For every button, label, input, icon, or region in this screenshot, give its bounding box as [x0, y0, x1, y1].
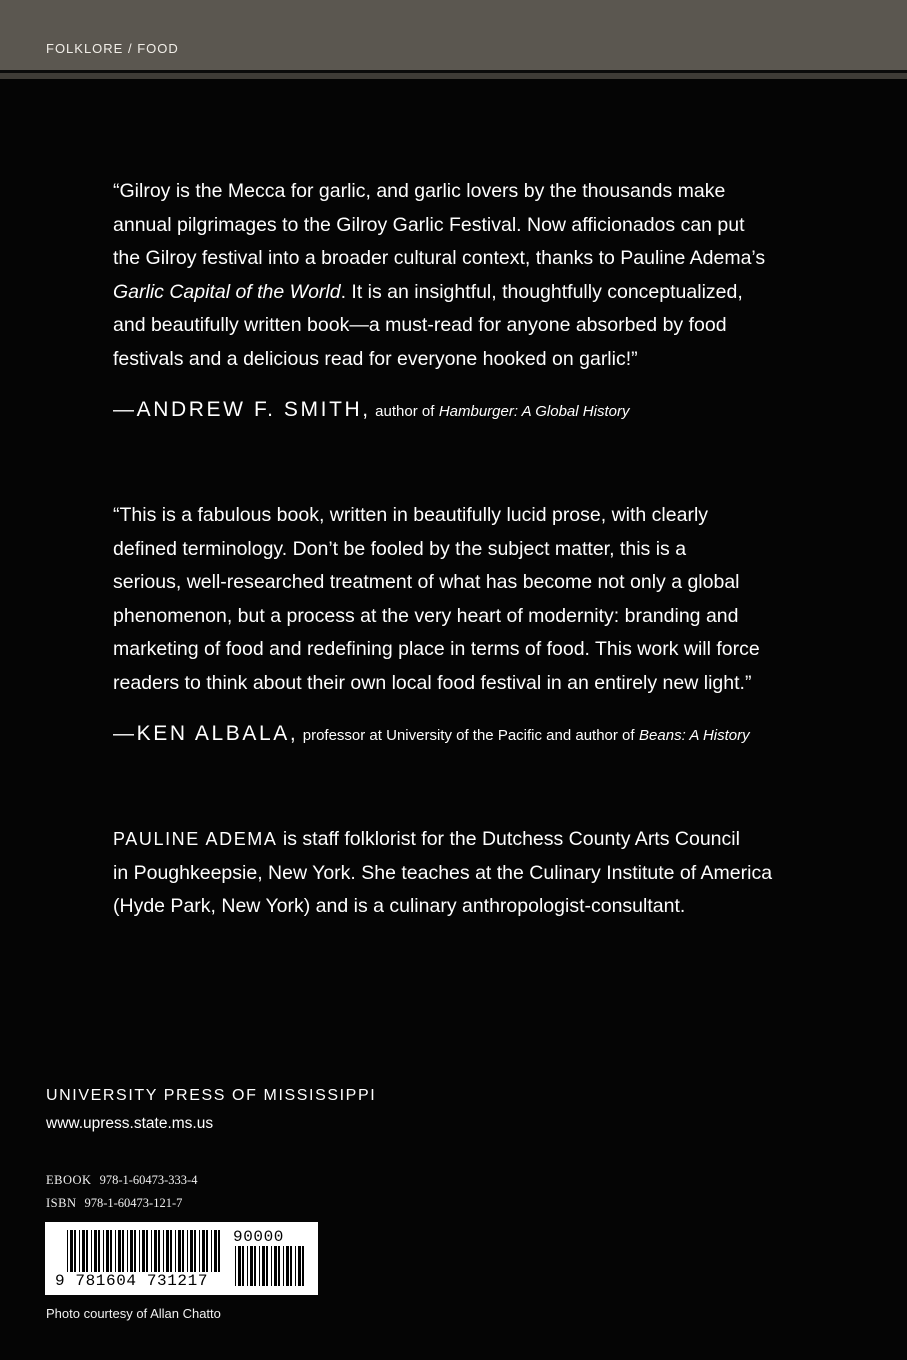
attribution-book-title: Hamburger: A Global History [438, 403, 630, 420]
quote-line: marketing of food and redefining place in terms of food. This work will force [113, 638, 760, 660]
ebook-isbn [46, 1173, 197, 1188]
barcode [45, 1222, 318, 1295]
quote-line: and beautifully written book—a must-read for anyone absorbed by food [113, 314, 727, 336]
bio-line: (Hyde Park, New York) and is a culinary anthropologist-consultant. [113, 895, 686, 917]
publisher-url: www.upress.state.ms.us [46, 1115, 214, 1132]
barcode-bar [86, 1230, 88, 1272]
quote-line: readers to think about their own local food festival in an entirely new light.” [113, 671, 752, 694]
barcode-price-code: 90000 [233, 1228, 285, 1246]
barcode-bar [154, 1230, 157, 1272]
quote-line: “This is a fabulous book, written in beautifully lucid prose, with clearly [113, 504, 709, 526]
quote-line: defined terminology. Don’t be fooled by the subject matter, this is a [113, 537, 687, 560]
print-isbn [46, 1196, 182, 1211]
attribution-smith [113, 398, 629, 422]
barcode-bar [271, 1246, 272, 1286]
photo-credit: Photo courtesy of Allan Chatto [46, 1306, 221, 1321]
barcode-bar [254, 1246, 256, 1286]
barcode-bar [67, 1230, 68, 1272]
barcode-bar [187, 1230, 188, 1272]
band-stripe [0, 73, 907, 79]
barcode-bar [146, 1230, 148, 1272]
barcode-bar [247, 1246, 248, 1286]
barcode-bar [235, 1246, 236, 1286]
barcode-bar [283, 1246, 284, 1286]
barcode-bar [298, 1246, 301, 1286]
barcode-bar [250, 1246, 253, 1286]
attribution-book-title: Beans: A History [639, 727, 750, 744]
barcode-bar [211, 1230, 212, 1272]
barcode-bar [262, 1246, 265, 1286]
quote-line: serious, well-researched treatment of what has become not only a global [113, 571, 740, 593]
barcode-bar [290, 1246, 292, 1286]
barcode-bar [79, 1230, 80, 1272]
bio-line [113, 823, 772, 857]
barcode-bar [130, 1230, 133, 1272]
barcode-bar [274, 1246, 277, 1286]
book-title: Garlic Capital of the World [113, 280, 341, 303]
barcode-number: 9 781604 731217 [55, 1272, 209, 1290]
bio-line: in Poughkeepsie, New York. She teaches at the Culinary Institute of America [113, 861, 773, 884]
quote-line [113, 276, 793, 310]
barcode-bar [194, 1230, 196, 1272]
attribution-name: —KEN ALBALA, [113, 722, 299, 745]
author-bio [113, 823, 772, 924]
barcode-bar [166, 1230, 169, 1272]
category-label: FOLKLORE / FOOD [46, 41, 179, 56]
ebook-label: EBOOK [46, 1173, 92, 1187]
barcode-bar [259, 1246, 260, 1286]
barcode-bar [238, 1246, 241, 1286]
author-name: PAULINE ADEMA [113, 829, 278, 849]
barcode-bar [266, 1246, 268, 1286]
barcode-bar [170, 1230, 172, 1272]
barcode-bar [158, 1230, 160, 1272]
barcode-bar [178, 1230, 181, 1272]
isbn-number: 978-1-60473-121-7 [84, 1196, 183, 1210]
barcode-bar [295, 1246, 296, 1286]
attribution-desc: author of [375, 403, 435, 420]
blurb-quote-albala [113, 499, 793, 700]
barcode-bar [242, 1246, 244, 1286]
quote-line: annual pilgrimages to the Gilroy Garlic Festival. Now afficionados can put [113, 213, 745, 236]
barcode-bar [106, 1230, 109, 1272]
top-band [0, 0, 907, 70]
barcode-bar [115, 1230, 116, 1272]
barcode-bar [82, 1230, 85, 1272]
barcode-bar [286, 1246, 289, 1286]
barcode-bar [94, 1230, 97, 1272]
barcode-bar [139, 1230, 140, 1272]
barcode-bar [91, 1230, 92, 1272]
attribution-desc: professor at University of the Pacific and author of [302, 727, 635, 744]
quote-line: phenomenon, but a process at the very heart of modernity: branding and [113, 604, 739, 627]
barcode-bar [218, 1230, 220, 1272]
barcode-bar [214, 1230, 217, 1272]
attribution-albala [113, 722, 750, 746]
barcode-bar [163, 1230, 164, 1272]
quote-line: festivals and a delicious read for everyone hooked on garlic!” [113, 347, 638, 370]
quote-line: “Gilroy is the Mecca for garlic, and garlic lovers by the thousands make [113, 180, 726, 202]
barcode-bar [134, 1230, 136, 1272]
isbn-label: ISBN [46, 1196, 77, 1210]
barcode-bar [70, 1230, 73, 1272]
bio-line-rest: is staff folklorist for the Dutchess County Arts Council [277, 828, 740, 850]
barcode-bar [151, 1230, 152, 1272]
barcode-bar [98, 1230, 100, 1272]
barcode-bar [110, 1230, 112, 1272]
barcode-bar [302, 1246, 304, 1286]
barcode-bar [122, 1230, 124, 1272]
barcode-bar [175, 1230, 176, 1272]
blurb-quote-smith [113, 175, 793, 376]
barcode-bar [127, 1230, 128, 1272]
barcode-bar [199, 1230, 200, 1272]
publisher-name: UNIVERSITY PRESS OF MISSISSIPPI [46, 1087, 377, 1104]
barcode-bar [118, 1230, 121, 1272]
barcode-bar [278, 1246, 280, 1286]
quote-line-rest: . It is an insightful, thoughtfully conceptualized, [340, 280, 743, 303]
ebook-number: 978-1-60473-333-4 [99, 1173, 198, 1187]
barcode-bar [142, 1230, 145, 1272]
barcode-bar [206, 1230, 208, 1272]
attribution-name: —ANDREW F. SMITH, [113, 398, 371, 421]
barcode-bar [202, 1230, 205, 1272]
barcode-bar [74, 1230, 76, 1272]
barcode-bar [190, 1230, 193, 1272]
barcode-bar [182, 1230, 184, 1272]
barcode-bar [103, 1230, 104, 1272]
quote-line: the Gilroy festival into a broader cultural context, thanks to Pauline Adema’s [113, 247, 766, 269]
